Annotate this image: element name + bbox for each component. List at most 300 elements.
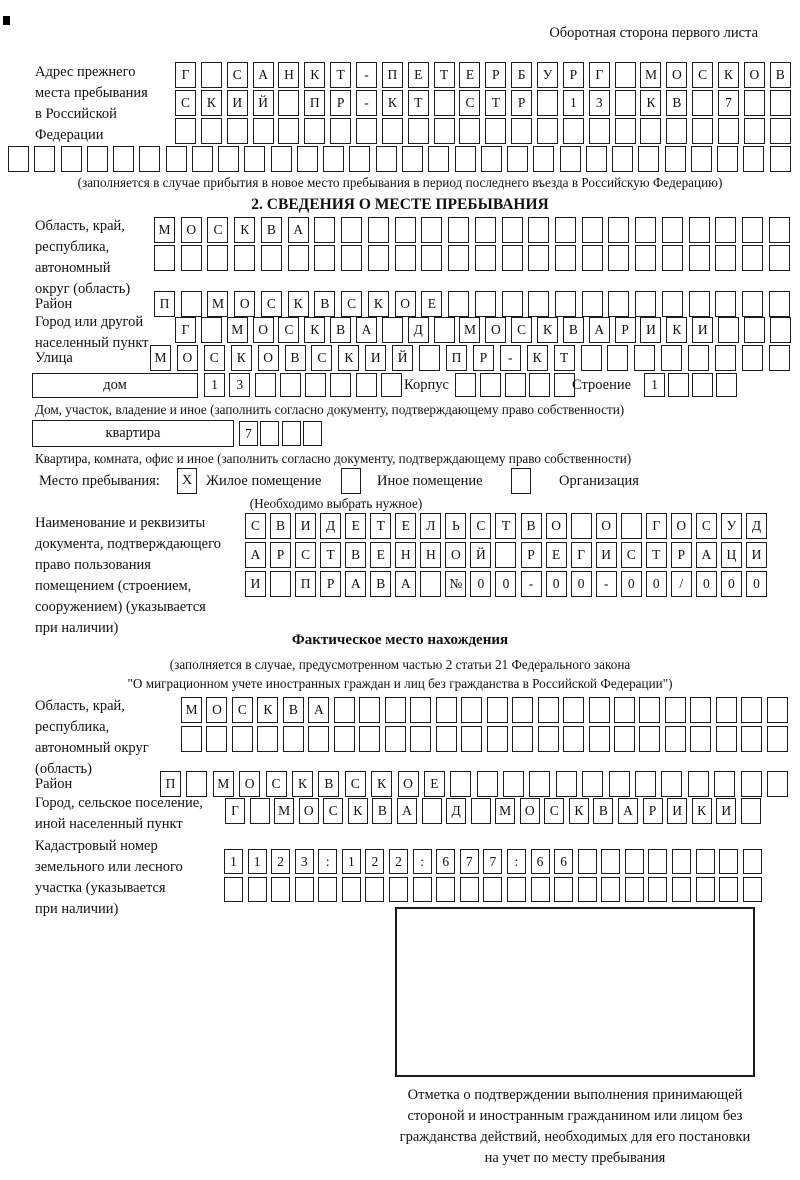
char-cell[interactable] — [741, 771, 762, 797]
char-cell[interactable]: У — [721, 513, 742, 539]
char-cell[interactable] — [408, 118, 429, 144]
char-cell[interactable]: Г — [646, 513, 667, 539]
char-cell[interactable]: И — [746, 542, 767, 568]
char-cell[interactable] — [334, 697, 355, 723]
char-cell[interactable]: / — [671, 571, 692, 597]
char-cell[interactable] — [483, 877, 502, 902]
char-cell[interactable] — [460, 877, 479, 902]
char-cell[interactable] — [555, 291, 576, 317]
char-cell[interactable] — [537, 90, 558, 116]
char-cell[interactable]: Д — [408, 317, 429, 343]
char-cell[interactable] — [615, 62, 636, 88]
char-cell[interactable]: В — [563, 317, 584, 343]
char-cell[interactable]: С — [511, 317, 532, 343]
char-cell[interactable] — [770, 118, 791, 144]
char-cell[interactable]: О — [485, 317, 506, 343]
char-cell[interactable] — [250, 798, 270, 824]
char-cell[interactable] — [741, 726, 762, 752]
char-cell[interactable]: О — [671, 513, 692, 539]
char-cell[interactable]: 6 — [531, 849, 550, 874]
char-cell[interactable]: В — [261, 217, 282, 243]
char-cell[interactable]: М — [274, 798, 294, 824]
char-cell[interactable] — [717, 146, 738, 172]
char-cell[interactable]: С — [227, 62, 248, 88]
char-cell[interactable] — [563, 118, 584, 144]
char-cell[interactable] — [244, 146, 265, 172]
checkbox-zhiloe[interactable] — [177, 468, 197, 494]
char-cell[interactable] — [688, 345, 709, 371]
char-cell[interactable] — [715, 345, 736, 371]
char-cell[interactable] — [201, 317, 222, 343]
char-cell[interactable]: К — [231, 345, 252, 371]
char-cell[interactable]: П — [382, 62, 403, 88]
char-cell[interactable]: В — [270, 513, 291, 539]
char-cell[interactable]: О — [666, 62, 687, 88]
char-cell[interactable]: Н — [395, 542, 416, 568]
char-cell[interactable] — [744, 317, 765, 343]
char-cell[interactable] — [295, 877, 314, 902]
char-cell[interactable]: И — [245, 571, 266, 597]
char-cell[interactable] — [181, 245, 202, 271]
char-cell[interactable]: 7 — [460, 849, 479, 874]
char-cell[interactable]: В — [283, 697, 304, 723]
char-cell[interactable]: 0 — [470, 571, 491, 597]
char-cell[interactable] — [507, 877, 526, 902]
char-cell[interactable] — [257, 726, 278, 752]
char-cell[interactable] — [769, 291, 790, 317]
char-cell[interactable] — [342, 877, 361, 902]
char-cell[interactable] — [402, 146, 423, 172]
char-cell[interactable] — [537, 118, 558, 144]
char-cell[interactable] — [420, 571, 441, 597]
char-cell[interactable] — [640, 118, 661, 144]
char-cell[interactable] — [769, 217, 790, 243]
char-cell[interactable] — [113, 146, 134, 172]
char-cell[interactable] — [359, 726, 380, 752]
char-cell[interactable]: Т — [408, 90, 429, 116]
char-cell[interactable] — [528, 217, 549, 243]
char-cell[interactable] — [512, 697, 533, 723]
char-cell[interactable] — [385, 697, 406, 723]
char-cell[interactable] — [639, 726, 660, 752]
char-cell[interactable] — [648, 877, 667, 902]
char-cell[interactable] — [688, 771, 709, 797]
char-cell[interactable] — [625, 849, 644, 874]
char-cell[interactable]: 6 — [554, 849, 573, 874]
char-cell[interactable] — [422, 798, 442, 824]
char-cell[interactable] — [181, 291, 202, 317]
char-cell[interactable] — [770, 90, 791, 116]
char-cell[interactable] — [743, 146, 764, 172]
char-cell[interactable] — [485, 118, 506, 144]
char-cell[interactable]: О — [398, 771, 419, 797]
char-cell[interactable] — [614, 726, 635, 752]
char-cell[interactable] — [769, 245, 790, 271]
char-cell[interactable]: И — [365, 345, 386, 371]
char-cell[interactable] — [742, 217, 763, 243]
char-cell[interactable]: Р — [485, 62, 506, 88]
char-cell[interactable]: 1 — [342, 849, 361, 874]
char-cell[interactable] — [323, 146, 344, 172]
char-cell[interactable] — [767, 697, 788, 723]
char-cell[interactable]: К — [338, 345, 359, 371]
char-cell[interactable] — [615, 90, 636, 116]
char-cell[interactable] — [341, 217, 362, 243]
char-cell[interactable] — [589, 118, 610, 144]
char-cell[interactable]: К — [537, 317, 558, 343]
char-cell[interactable] — [232, 726, 253, 752]
char-cell[interactable] — [448, 245, 469, 271]
char-cell[interactable]: В — [370, 571, 391, 597]
char-cell[interactable] — [608, 291, 629, 317]
char-cell[interactable] — [436, 877, 455, 902]
char-cell[interactable]: : — [507, 849, 526, 874]
char-cell[interactable]: И — [295, 513, 316, 539]
char-cell[interactable] — [614, 697, 635, 723]
char-cell[interactable] — [689, 217, 710, 243]
char-cell[interactable] — [635, 291, 656, 317]
char-cell[interactable] — [635, 771, 656, 797]
char-cell[interactable] — [696, 877, 715, 902]
char-cell[interactable]: С — [696, 513, 717, 539]
char-cell[interactable] — [376, 146, 397, 172]
char-cell[interactable] — [528, 291, 549, 317]
char-cell[interactable] — [538, 726, 559, 752]
char-cell[interactable]: 7 — [718, 90, 739, 116]
char-cell[interactable] — [475, 245, 496, 271]
char-cell[interactable]: К — [234, 217, 255, 243]
char-cell[interactable]: Т — [370, 513, 391, 539]
char-cell[interactable] — [503, 771, 524, 797]
char-cell[interactable]: О — [234, 291, 255, 317]
char-cell[interactable] — [555, 245, 576, 271]
char-cell[interactable] — [368, 245, 389, 271]
char-cell[interactable] — [625, 877, 644, 902]
char-cell[interactable] — [582, 217, 603, 243]
char-cell[interactable]: И — [667, 798, 687, 824]
char-cell[interactable] — [282, 421, 301, 446]
char-cell[interactable] — [477, 771, 498, 797]
char-cell[interactable]: Р — [270, 542, 291, 568]
char-cell[interactable] — [434, 317, 455, 343]
char-cell[interactable] — [461, 697, 482, 723]
char-cell[interactable]: Е — [421, 291, 442, 317]
char-cell[interactable]: О — [206, 697, 227, 723]
char-cell[interactable] — [692, 118, 713, 144]
char-cell[interactable]: О — [546, 513, 567, 539]
char-cell[interactable]: 2 — [365, 849, 384, 874]
char-cell[interactable] — [455, 373, 476, 397]
char-cell[interactable] — [495, 542, 516, 568]
char-cell[interactable]: С — [295, 542, 316, 568]
char-cell[interactable] — [356, 118, 377, 144]
char-cell[interactable]: Т — [646, 542, 667, 568]
char-cell[interactable]: Т — [320, 542, 341, 568]
char-cell[interactable] — [692, 373, 713, 397]
char-cell[interactable] — [341, 245, 362, 271]
char-cell[interactable]: П — [446, 345, 467, 371]
char-cell[interactable]: Р — [521, 542, 542, 568]
char-cell[interactable]: В — [666, 90, 687, 116]
char-cell[interactable]: В — [330, 317, 351, 343]
char-cell[interactable] — [207, 245, 228, 271]
char-cell[interactable] — [689, 245, 710, 271]
char-cell[interactable] — [665, 726, 686, 752]
char-cell[interactable]: Е — [459, 62, 480, 88]
char-cell[interactable] — [634, 345, 655, 371]
char-cell[interactable] — [615, 118, 636, 144]
char-cell[interactable] — [563, 697, 584, 723]
char-cell[interactable] — [260, 421, 279, 446]
char-cell[interactable]: 0 — [571, 571, 592, 597]
char-cell[interactable]: К — [304, 62, 325, 88]
char-cell[interactable] — [139, 146, 160, 172]
char-cell[interactable]: П — [295, 571, 316, 597]
char-cell[interactable]: В — [593, 798, 613, 824]
char-cell[interactable]: 0 — [621, 571, 642, 597]
char-cell[interactable] — [692, 90, 713, 116]
char-cell[interactable]: С — [261, 291, 282, 317]
char-cell[interactable]: Т — [554, 345, 575, 371]
char-cell[interactable]: Е — [345, 513, 366, 539]
char-cell[interactable]: - — [356, 90, 377, 116]
char-cell[interactable]: С — [175, 90, 196, 116]
char-cell[interactable] — [581, 345, 602, 371]
char-cell[interactable] — [607, 345, 628, 371]
char-cell[interactable]: У — [537, 62, 558, 88]
char-cell[interactable]: Р — [320, 571, 341, 597]
char-cell[interactable] — [648, 849, 667, 874]
char-cell[interactable]: К — [292, 771, 313, 797]
char-cell[interactable] — [666, 118, 687, 144]
char-cell[interactable] — [304, 118, 325, 144]
char-cell[interactable]: С — [278, 317, 299, 343]
checkbox-organizatsiya[interactable] — [511, 468, 531, 494]
char-cell[interactable] — [192, 146, 213, 172]
char-cell[interactable]: С — [204, 345, 225, 371]
char-cell[interactable] — [436, 726, 457, 752]
char-cell[interactable] — [234, 245, 255, 271]
char-cell[interactable]: М — [207, 291, 228, 317]
char-cell[interactable]: 1 — [644, 373, 665, 397]
char-cell[interactable] — [502, 291, 523, 317]
char-cell[interactable]: Й — [392, 345, 413, 371]
char-cell[interactable]: Г — [225, 798, 245, 824]
char-cell[interactable] — [330, 373, 351, 397]
char-cell[interactable] — [767, 771, 788, 797]
char-cell[interactable] — [87, 146, 108, 172]
char-cell[interactable] — [716, 373, 737, 397]
char-cell[interactable]: Ц — [721, 542, 742, 568]
char-cell[interactable] — [662, 245, 683, 271]
checkbox-inoe[interactable] — [341, 468, 361, 494]
char-cell[interactable]: О — [744, 62, 765, 88]
char-cell[interactable]: 7 — [239, 421, 258, 446]
char-cell[interactable] — [502, 217, 523, 243]
char-cell[interactable]: К — [257, 697, 278, 723]
char-cell[interactable]: Д — [320, 513, 341, 539]
char-cell[interactable]: В — [318, 771, 339, 797]
char-cell[interactable]: Т — [485, 90, 506, 116]
char-cell[interactable]: Е — [370, 542, 391, 568]
char-cell[interactable]: 3 — [295, 849, 314, 874]
char-cell[interactable] — [419, 345, 440, 371]
char-cell[interactable]: О — [253, 317, 274, 343]
char-cell[interactable]: О — [520, 798, 540, 824]
char-cell[interactable] — [741, 697, 762, 723]
char-cell[interactable] — [609, 771, 630, 797]
char-cell[interactable] — [665, 146, 686, 172]
char-cell[interactable] — [668, 373, 689, 397]
char-cell[interactable]: И — [227, 90, 248, 116]
char-cell[interactable] — [538, 697, 559, 723]
char-cell[interactable]: 2 — [389, 849, 408, 874]
char-cell[interactable]: В — [372, 798, 392, 824]
char-cell[interactable]: Г — [175, 62, 196, 88]
char-cell[interactable]: 1 — [224, 849, 243, 874]
char-cell[interactable] — [278, 118, 299, 144]
char-cell[interactable]: Н — [420, 542, 441, 568]
char-cell[interactable]: 3 — [589, 90, 610, 116]
char-cell[interactable]: Й — [253, 90, 274, 116]
char-cell[interactable]: С — [232, 697, 253, 723]
char-cell[interactable] — [303, 421, 322, 446]
char-cell[interactable] — [261, 245, 282, 271]
char-cell[interactable] — [201, 118, 222, 144]
char-cell[interactable] — [356, 373, 377, 397]
char-cell[interactable] — [318, 877, 337, 902]
char-cell[interactable]: А — [397, 798, 417, 824]
char-cell[interactable] — [154, 245, 175, 271]
char-cell[interactable]: К — [368, 291, 389, 317]
char-cell[interactable]: - — [596, 571, 617, 597]
char-cell[interactable]: К — [288, 291, 309, 317]
char-cell[interactable]: Д — [446, 798, 466, 824]
char-cell[interactable] — [434, 90, 455, 116]
char-cell[interactable] — [385, 726, 406, 752]
char-cell[interactable]: К — [371, 771, 392, 797]
char-cell[interactable] — [475, 217, 496, 243]
char-cell[interactable]: : — [413, 849, 432, 874]
char-cell[interactable] — [271, 877, 290, 902]
char-cell[interactable] — [448, 217, 469, 243]
char-cell[interactable] — [691, 146, 712, 172]
char-cell[interactable]: Р — [473, 345, 494, 371]
char-cell[interactable] — [349, 146, 370, 172]
char-cell[interactable]: К — [304, 317, 325, 343]
char-cell[interactable]: В — [314, 291, 335, 317]
char-cell[interactable]: М — [154, 217, 175, 243]
char-cell[interactable] — [638, 146, 659, 172]
char-cell[interactable] — [672, 877, 691, 902]
char-cell[interactable]: 0 — [646, 571, 667, 597]
char-cell[interactable] — [511, 118, 532, 144]
char-cell[interactable] — [767, 726, 788, 752]
char-cell[interactable] — [421, 217, 442, 243]
char-cell[interactable]: О — [181, 217, 202, 243]
char-cell[interactable]: Р — [643, 798, 663, 824]
char-cell[interactable] — [742, 245, 763, 271]
char-cell[interactable] — [661, 345, 682, 371]
char-cell[interactable] — [450, 771, 471, 797]
char-cell[interactable]: Д — [746, 513, 767, 539]
char-cell[interactable]: Т — [495, 513, 516, 539]
char-cell[interactable]: С — [245, 513, 266, 539]
char-cell[interactable] — [480, 373, 501, 397]
char-cell[interactable] — [271, 146, 292, 172]
char-cell[interactable]: № — [445, 571, 466, 597]
char-cell[interactable]: 0 — [546, 571, 567, 597]
char-cell[interactable] — [770, 317, 791, 343]
char-cell[interactable] — [218, 146, 239, 172]
char-cell[interactable]: С — [345, 771, 366, 797]
char-cell[interactable] — [512, 726, 533, 752]
char-cell[interactable] — [718, 118, 739, 144]
char-cell[interactable] — [227, 118, 248, 144]
char-cell[interactable]: 0 — [721, 571, 742, 597]
char-cell[interactable]: М — [150, 345, 171, 371]
char-cell[interactable] — [744, 90, 765, 116]
char-cell[interactable]: О — [445, 542, 466, 568]
char-cell[interactable]: 0 — [696, 571, 717, 597]
char-cell[interactable] — [224, 877, 243, 902]
char-cell[interactable]: А — [245, 542, 266, 568]
char-cell[interactable]: Р — [615, 317, 636, 343]
char-cell[interactable] — [253, 118, 274, 144]
char-cell[interactable]: 0 — [746, 571, 767, 597]
char-cell[interactable] — [314, 245, 335, 271]
char-cell[interactable] — [672, 849, 691, 874]
char-cell[interactable]: 7 — [483, 849, 502, 874]
char-cell[interactable] — [601, 849, 620, 874]
char-cell[interactable]: В — [521, 513, 542, 539]
char-cell[interactable] — [410, 726, 431, 752]
char-cell[interactable] — [507, 146, 528, 172]
char-cell[interactable] — [608, 217, 629, 243]
char-cell[interactable]: К — [692, 798, 712, 824]
char-cell[interactable] — [662, 217, 683, 243]
char-cell[interactable] — [278, 90, 299, 116]
char-cell[interactable]: П — [160, 771, 181, 797]
char-cell[interactable] — [715, 217, 736, 243]
char-cell[interactable]: Р — [511, 90, 532, 116]
char-cell[interactable]: М — [227, 317, 248, 343]
char-cell[interactable] — [34, 146, 55, 172]
char-cell[interactable] — [334, 726, 355, 752]
char-cell[interactable]: М — [213, 771, 234, 797]
char-cell[interactable] — [586, 146, 607, 172]
char-cell[interactable]: М — [640, 62, 661, 88]
char-cell[interactable] — [662, 291, 683, 317]
char-cell[interactable]: О — [596, 513, 617, 539]
char-cell[interactable]: - — [521, 571, 542, 597]
char-cell[interactable] — [612, 146, 633, 172]
char-cell[interactable]: О — [299, 798, 319, 824]
char-cell[interactable] — [305, 373, 326, 397]
char-cell[interactable] — [255, 373, 276, 397]
char-cell[interactable]: Н — [278, 62, 299, 88]
char-cell[interactable] — [743, 849, 762, 874]
char-cell[interactable] — [716, 726, 737, 752]
char-cell[interactable]: К — [569, 798, 589, 824]
char-cell[interactable] — [639, 697, 660, 723]
char-cell[interactable] — [556, 771, 577, 797]
char-cell[interactable] — [528, 245, 549, 271]
char-cell[interactable] — [608, 245, 629, 271]
char-cell[interactable]: А — [288, 217, 309, 243]
char-cell[interactable] — [481, 146, 502, 172]
char-cell[interactable] — [563, 726, 584, 752]
